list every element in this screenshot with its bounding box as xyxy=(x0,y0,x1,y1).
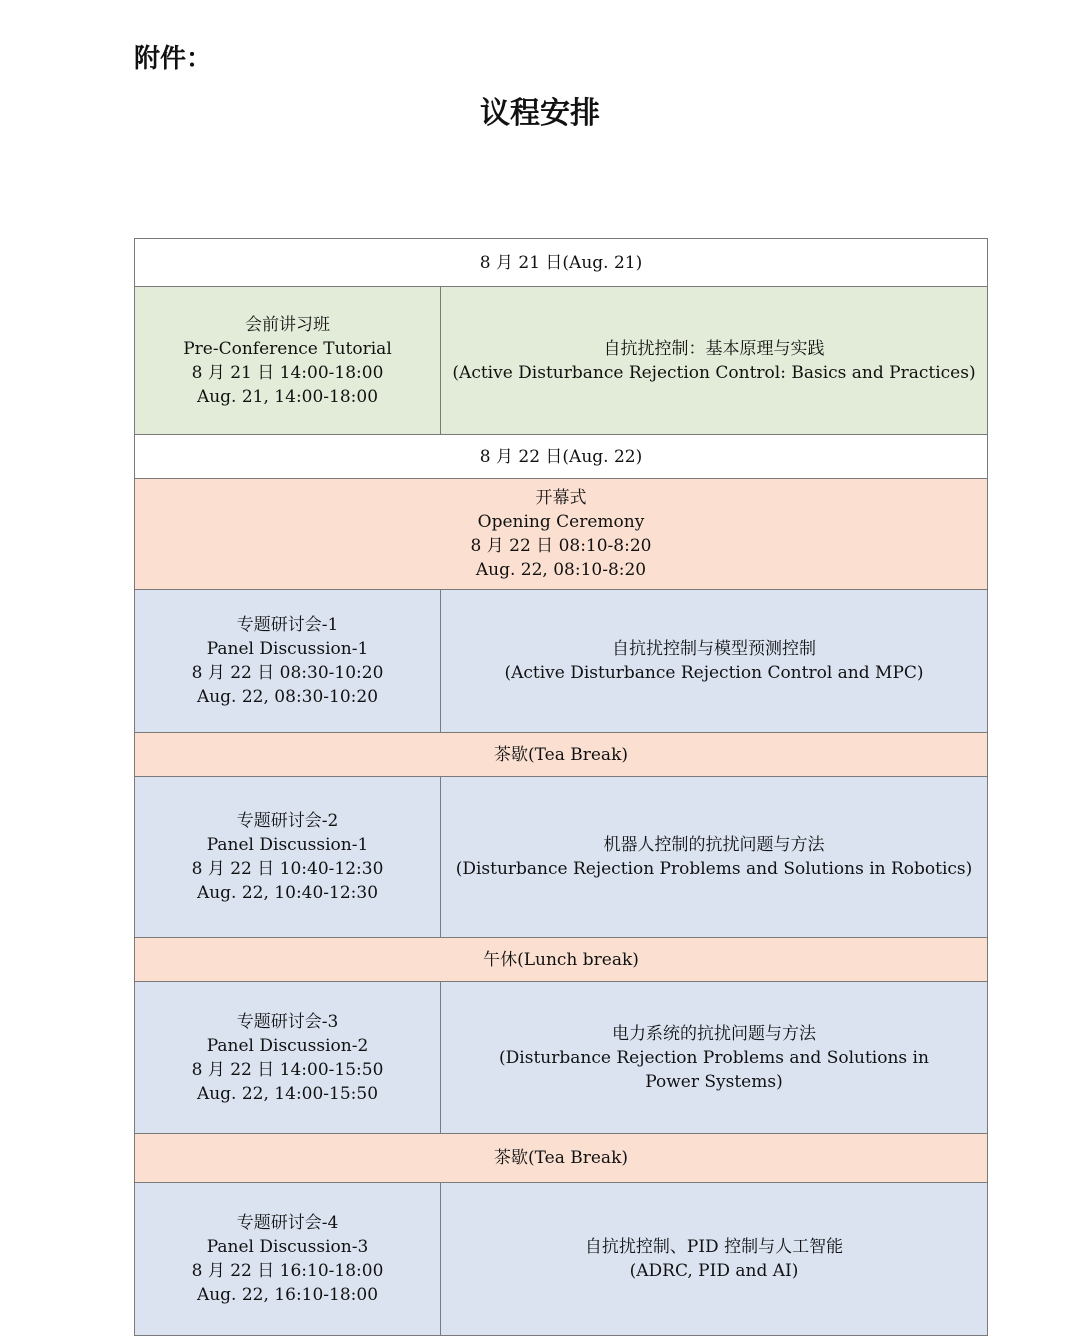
day-header-aug21: 8 月 21 日(Aug. 21) xyxy=(135,239,988,287)
tutorial-row xyxy=(135,287,988,435)
session-title: 专题研讨会-4 xyxy=(236,1213,339,1233)
panel-info xyxy=(135,1183,441,1336)
session-title: 专题研讨会-1 xyxy=(236,615,339,635)
day-header-row xyxy=(135,435,988,479)
session-title-en: Panel Discussion-3 xyxy=(206,1237,369,1257)
session-time-en: Aug. 22, 16:10-18:00 xyxy=(196,1285,379,1305)
panel-topic xyxy=(441,590,988,733)
session-time: 8 月 22 日 08:10-8:20 xyxy=(470,536,652,556)
tea-break: 茶歇(Tea Break) xyxy=(135,1134,988,1183)
session-time-en: Aug. 22, 14:00-15:50 xyxy=(196,1083,379,1104)
attachment-label: 附件： xyxy=(134,44,213,74)
opening-row xyxy=(135,479,988,590)
agenda-table xyxy=(134,238,988,1336)
session-title-en: Panel Discussion-2 xyxy=(206,1035,369,1056)
topic-title: 机器人控制的抗扰问题与方法 xyxy=(603,835,825,855)
break-row xyxy=(135,938,988,982)
session-time-en: Aug. 22, 08:30-10:20 xyxy=(196,687,379,707)
break-row xyxy=(135,733,988,777)
tutorial-topic xyxy=(441,287,988,435)
panel-row-1 xyxy=(135,590,988,733)
day-header-row xyxy=(135,239,988,287)
panel-row-3 xyxy=(135,982,988,1134)
topic-title-en: (ADRC, PID and AI) xyxy=(629,1261,799,1281)
lunch-break: 午休(Lunch break) xyxy=(135,938,988,982)
topic-title: 自抗扰控制与模型预测控制 xyxy=(612,639,816,659)
topic-title-en: (Disturbance Rejection Problems and Solutions in Power Systems) xyxy=(499,1047,929,1092)
page-title: 议程安排 xyxy=(480,96,600,131)
session-time-en: Aug. 21, 14:00-18:00 xyxy=(196,386,379,407)
panel-topic xyxy=(441,777,988,938)
topic-title: 电力系统的抗扰问题与方法 xyxy=(612,1023,816,1044)
break-row xyxy=(135,1134,988,1183)
session-title: 专题研讨会-2 xyxy=(236,811,339,831)
panel-topic xyxy=(441,1183,988,1336)
panel-info xyxy=(135,590,441,733)
session-title-en: Opening Ceremony xyxy=(477,512,645,532)
panel-row-2 xyxy=(135,777,988,938)
tea-break: 茶歇(Tea Break) xyxy=(135,733,988,777)
session-time-en: Aug. 22, 10:40-12:30 xyxy=(196,883,379,903)
session-title: 专题研讨会-3 xyxy=(236,1011,339,1032)
panel-row-4 xyxy=(135,1183,988,1336)
panel-info xyxy=(135,777,441,938)
topic-title-en: (Disturbance Rejection Problems and Solutions in Robotics) xyxy=(455,859,973,879)
topic-title: 自抗扰控制、PID 控制与人工智能 xyxy=(584,1237,844,1257)
session-title: 开幕式 xyxy=(535,488,587,508)
panel-topic xyxy=(441,982,988,1134)
session-time: 8 月 21 日 14:00-18:00 xyxy=(191,362,384,383)
session-title-en: Panel Discussion-1 xyxy=(206,639,369,659)
session-time: 8 月 22 日 08:30-10:20 xyxy=(191,663,384,683)
topic-title-en: (Active Disturbance Rejection Control: Basics and Practices) xyxy=(452,362,976,383)
topic-title: 自抗扰控制：基本原理与实践 xyxy=(603,338,825,359)
session-title-en: Pre-Conference Tutorial xyxy=(183,338,392,359)
session-time-en: Aug. 22, 08:10-8:20 xyxy=(475,560,647,580)
topic-title-en: (Active Disturbance Rejection Control and MPC) xyxy=(504,663,924,683)
session-time: 8 月 22 日 10:40-12:30 xyxy=(191,859,384,879)
session-title: 会前讲习班 xyxy=(245,314,330,335)
session-time: 8 月 22 日 14:00-15:50 xyxy=(191,1059,384,1080)
day-header-aug22: 8 月 22 日(Aug. 22) xyxy=(135,435,988,479)
tutorial-info xyxy=(135,287,441,435)
opening-ceremony xyxy=(135,479,988,590)
session-time: 8 月 22 日 16:10-18:00 xyxy=(191,1261,384,1281)
panel-info xyxy=(135,982,441,1134)
session-title-en: Panel Discussion-1 xyxy=(206,835,369,855)
